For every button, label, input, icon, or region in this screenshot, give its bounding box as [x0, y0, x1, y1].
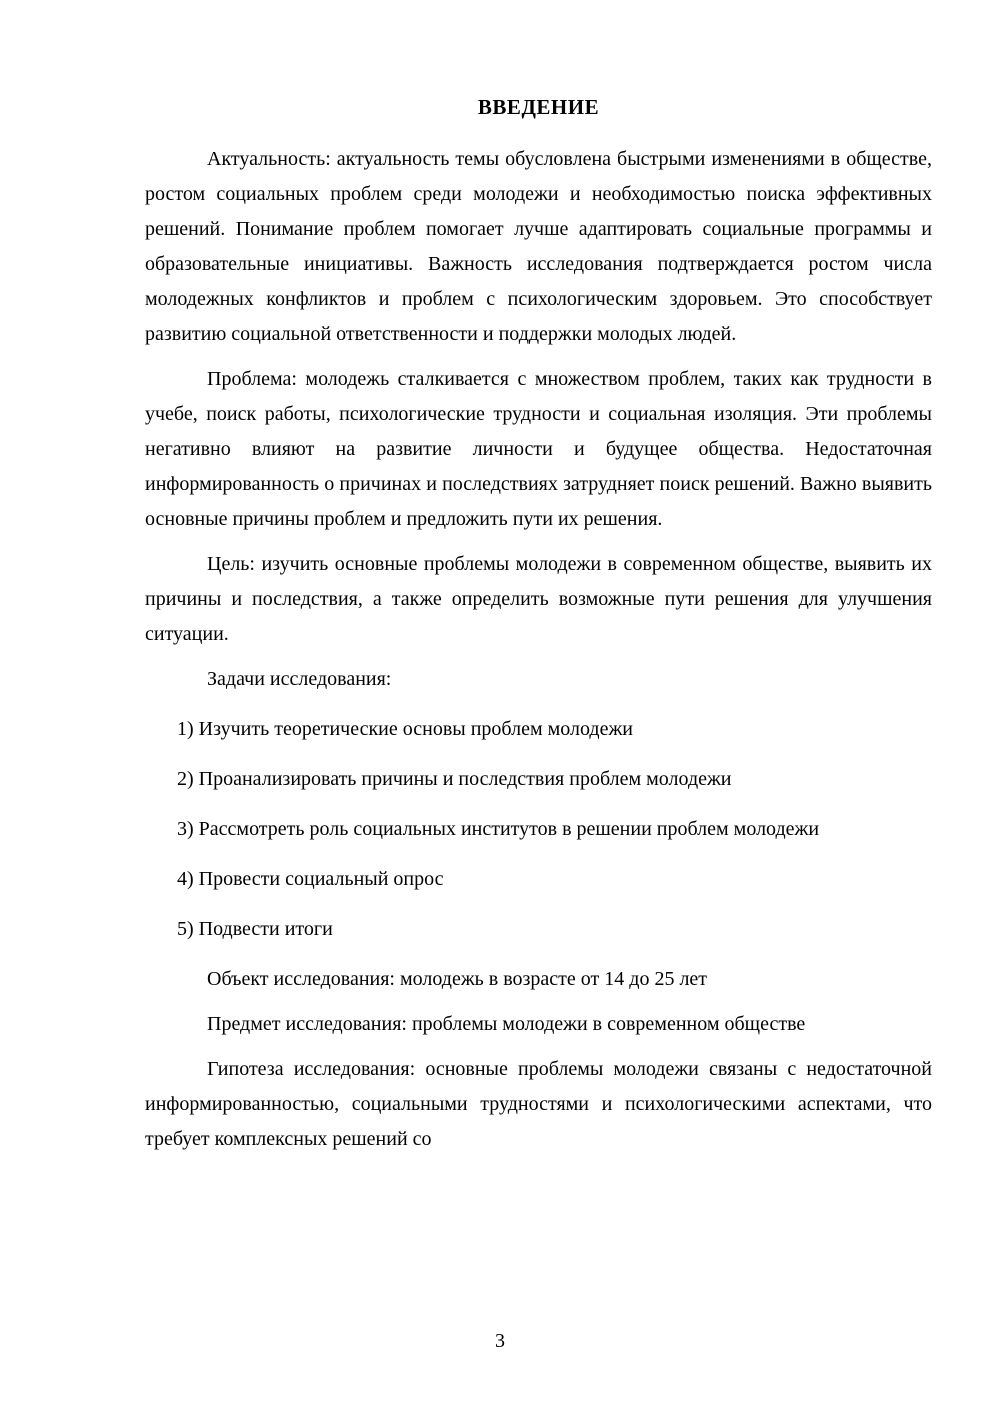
paragraph-subject: Предмет исследования: проблемы молодежи в современном обществе: [207, 1013, 806, 1035]
task-item-1: 1) Изучить теоретические основы проблем молодежи: [177, 718, 633, 740]
task-item-5: 5) Подвести итоги: [177, 918, 333, 940]
section-title: ВВЕДЕНИЕ: [477, 95, 600, 119]
paragraph-object: Объект исследования: молодежь в возрасте от 14 до 25 лет: [207, 968, 708, 990]
task-item-4: 4) Провести социальный опрос: [177, 868, 444, 890]
task-item-3: 3) Рассмотреть роль социальных институтов в решении проблем молодежи: [177, 818, 820, 840]
task-item-2: 2) Проанализировать причины и последствия проблем молодежи: [177, 768, 732, 790]
page-content: [145, 92, 932, 1167]
tasks-heading: Задачи исследования:: [207, 668, 392, 690]
paragraph-problem: Проблема: молодежь сталкивается с множеством проблем, таких как трудности в учебе, поиск работы, психологические трудности и социальная изоляция. Эти проблемы негативно влияют на развитие личности и будущее общества. Недостаточная информированность о причинах и последствиях затрудняет поиск решений. Важно выявить основные причины проблем и предложить пути их решения.: [145, 368, 932, 530]
paragraph-relevance: Актуальность: актуальность темы обусловлена быстрыми изменениями в обществе, ростом социальных проблем среди молодежи и необходимостью поиска эффективных решений. Понимание проблем помогает лучше адаптировать социальные программы и образовательные инициативы. Важность исследования подтверждается ростом числа молодежных конфликтов и проблем с психологическим здоровьем. Это способствует развитию социальной ответственности и поддержки молодых людей.: [145, 148, 932, 345]
page-number: 3: [495, 1330, 505, 1352]
paragraph-hypothesis: Гипотеза исследования: основные проблемы молодежи связаны с недостаточной информированностью, социальными трудностями и психологическими аспектами, что требует комплексных решений со: [145, 1058, 932, 1150]
paragraph-goal: Цель: изучить основные проблемы молодежи в современном обществе, выявить их причины и последствия, а также определить возможные пути решения для улучшения ситуации.: [145, 553, 932, 645]
